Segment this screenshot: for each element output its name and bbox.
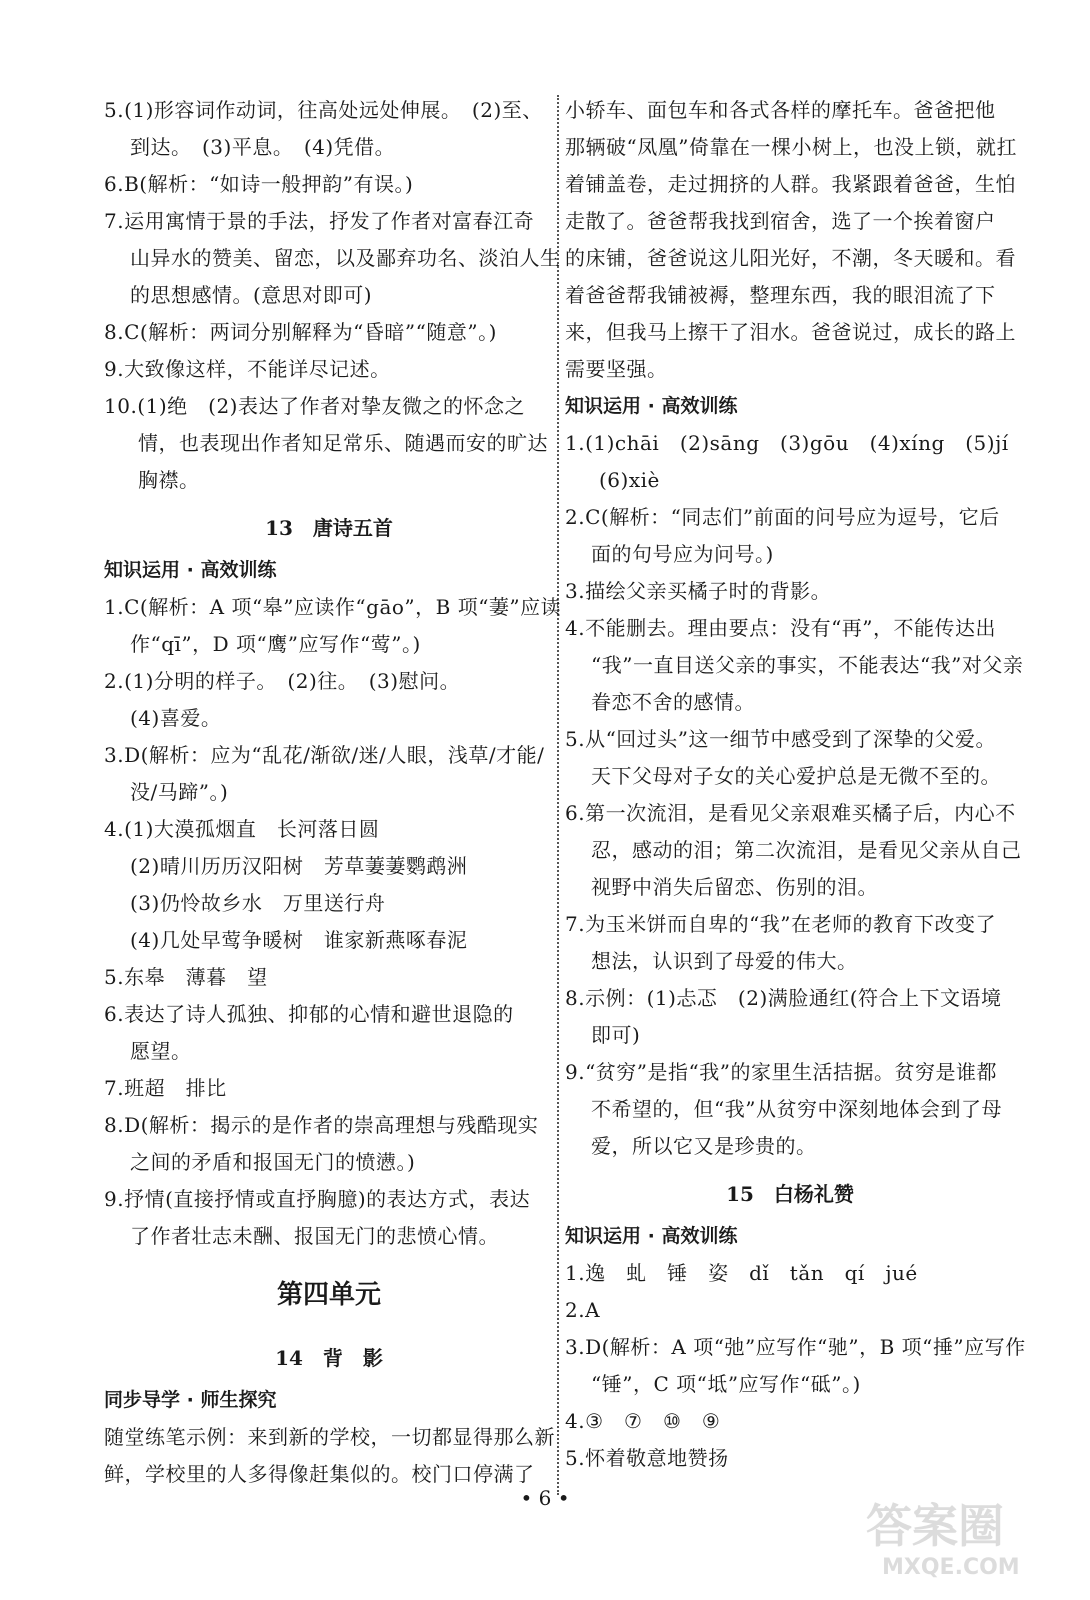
text-line: 不希望的，但“我”从贫穷中深刻地体会到了母	[591, 1097, 1002, 1121]
answer-item	[565, 1292, 1015, 1329]
answer-item	[565, 795, 1022, 906]
text-line: 9.大致像这样，不能详尽记述。	[104, 357, 391, 381]
section-subheading: 知识运用 · 高效训练	[565, 1225, 738, 1247]
section-title: 15 白杨礼赞	[726, 1182, 854, 1206]
text-line: 了作者壮志未酬、报国无门的悲愤心情。	[130, 1224, 499, 1248]
text-line: 作“qī”，D 项“鹰”应写作“莺”。)	[130, 632, 421, 656]
text-line: 8.D(解析：揭示的是作者的崇高理想与残酷现实	[104, 1113, 539, 1137]
text-line: 之间的矛盾和报国无门的愤懑。)	[130, 1150, 416, 1174]
text-line: 8.示例：(1)忐忑 (2)满脸通红(符合上下文语境	[565, 986, 1002, 1010]
text-line: (6)xiè	[599, 468, 660, 492]
section-title: 14 背 影	[275, 1346, 383, 1370]
text-line: 1.逸 虬 锤 姿 dǐ tǎn qí jué	[565, 1261, 918, 1285]
text-line: 需要坚强。	[565, 357, 668, 381]
unit-title: 第四单元	[276, 1280, 381, 1310]
text-line: “我”一直目送父亲的事实，不能表达“我”对父亲	[591, 653, 1024, 677]
answer-item	[104, 996, 554, 1070]
text-line: 3.D(解析：A 项“弛”应写作“驰”，B 项“捶”应写作	[565, 1335, 1026, 1359]
text-line: 2.A	[565, 1298, 601, 1322]
text-line: 着铺盖卷，走过拥挤的人群。我紧跟着爸爸，生怕	[565, 172, 1016, 196]
text-line: 来，但我马上擦干了泪水。爸爸说过，成长的路上	[565, 320, 1016, 344]
text-line: 3.D(解析：应为“乱花/渐欲/迷/人眼，浅草/才能/	[104, 743, 545, 767]
text-line: 没/马蹄”。)	[130, 780, 229, 804]
watermark-logo	[862, 1490, 1052, 1580]
text-line: (2)晴川历历汉阳树 芳草萋萋鹦鹉洲	[130, 854, 468, 878]
page-number: • 6 •	[520, 1486, 570, 1510]
right-column	[565, 92, 1026, 1477]
answer-item	[565, 573, 1015, 610]
text-line: 即可)	[591, 1023, 641, 1047]
paragraph	[104, 1419, 554, 1493]
answer-item	[104, 314, 554, 351]
left-column	[104, 92, 562, 1493]
svg-text:MXQE.COM: MXQE.COM	[882, 1555, 1020, 1580]
text-line: 7.班超 排比	[104, 1076, 227, 1100]
answer-item	[565, 1403, 1015, 1440]
text-line: 随堂练笔示例：来到新的学校，一切都显得那么新	[104, 1425, 555, 1449]
text-line: 爱，所以它又是珍贵的。	[591, 1134, 817, 1158]
text-line: 7.为玉米饼而自卑的“我”在老师的教育下改变了	[565, 912, 997, 936]
answer-item	[565, 1054, 1015, 1165]
text-line: 8.C(解析：两词分别解释为“昏暗”“随意”。)	[104, 320, 497, 344]
answer-item	[565, 1440, 1015, 1477]
answer-item	[104, 1107, 554, 1181]
text-line: 到达。 (3)平息。 (4)凭借。	[130, 135, 396, 159]
text-line: 视野中消失后留恋、伤别的泪。	[591, 875, 878, 899]
text-line: 的思想感情。(意思对即可)	[130, 283, 373, 307]
answer-item	[104, 388, 554, 499]
answer-item	[565, 610, 1024, 721]
text-line: 1.C(解析：A 项“皋”应读作“gāo”，B 项“萋”应读	[104, 595, 562, 619]
text-line: 走散了。爸爸帮我找到宿舍，选了一个挨着窗户	[565, 209, 996, 233]
text-line: 4.③ ⑦ ⑩ ⑨	[565, 1409, 721, 1433]
text-line: (4)喜爱。	[130, 706, 222, 730]
text-line: 山异水的赞美、留恋，以及鄙弃功名、淡泊人生	[130, 246, 561, 270]
text-line: 天下父母对子女的关心爱护总是无微不至的。	[591, 764, 1001, 788]
section-title: 13 唐诗五首	[265, 516, 393, 540]
text-line: 7.运用寓情于景的手法，抒发了作者对富春江奇	[104, 209, 535, 233]
text-line: 3.描绘父亲买橘子时的背影。	[565, 579, 832, 603]
text-line: 2.(1)分明的样子。 (2)往。 (3)慰问。	[104, 669, 461, 693]
text-line: “锤”，C 项“坻”应写作“砥”。)	[591, 1372, 861, 1396]
text-line: 想法，认识到了母爱的伟大。	[591, 949, 858, 973]
answer-item	[565, 425, 1015, 499]
text-line: 面的句号应为问号。)	[591, 542, 774, 566]
section-subheading: 同步导学 · 师生探究	[104, 1389, 277, 1411]
text-line: 着爸爸帮我铺被褥，整理东西，我的眼泪流了下	[565, 283, 996, 307]
answer-item	[104, 351, 554, 388]
text-line: (3)仍怜故乡水 万里送行舟	[130, 891, 386, 915]
text-line: 2.C(解析：“同志们”前面的问号应为逗号，它后	[565, 505, 1000, 529]
answer-item	[565, 499, 1015, 573]
text-line: 5.(1)形容词作动词，往高处远处伸展。 (2)至、	[104, 98, 543, 122]
text-line: 的床铺，爸爸说这儿阳光好，不潮，冬天暖和。看	[565, 246, 1016, 270]
answer-item	[104, 663, 554, 737]
text-line: 6.B(解析：“如诗一般押韵”有误。)	[104, 172, 414, 196]
answer-item	[565, 906, 1015, 980]
text-line: 1.(1)chāi (2)sāng (3)gōu (4)xíng (5)jí	[565, 431, 1009, 455]
text-line: 5.东皋 薄暮 望	[104, 965, 268, 989]
section-subheading: 知识运用 · 高效训练	[104, 559, 277, 581]
text-line: (4)几处早莺争暖树 谁家新燕啄春泥	[130, 928, 468, 952]
text-line: 鲜，学校里的人多得像赶集似的。校门口停满了	[104, 1462, 535, 1486]
answer-item	[565, 721, 1015, 795]
answer-item	[104, 959, 554, 996]
text-line: 忍，感动的泪；第二次流泪，是看见父亲从自己	[591, 838, 1022, 862]
text-line: 胸襟。	[138, 468, 200, 492]
answer-item	[565, 1329, 1026, 1403]
section-subheading: 知识运用 · 高效训练	[565, 395, 738, 417]
text-line: 愿望。	[130, 1039, 192, 1063]
text-line: 那辆破“凤凰”倚靠在一棵小树上，也没上锁，就扛	[565, 135, 1017, 159]
answer-item	[104, 203, 561, 314]
text-line: 5.怀着敬意地赞扬	[565, 1446, 729, 1470]
answer-item	[565, 980, 1015, 1054]
column-divider	[557, 95, 559, 1495]
answer-item	[104, 1070, 554, 1107]
text-line: 眷恋不舍的感情。	[591, 690, 755, 714]
paragraph	[565, 92, 1015, 388]
svg-text:答案圈: 答案圈	[866, 1499, 1004, 1553]
text-line: 6.第一次流泪，是看见父亲艰难买橘子后，内心不	[565, 801, 1016, 825]
text-line: 10.(1)绝 (2)表达了作者对挚友微之的怀念之	[104, 394, 525, 418]
text-line: 9.抒情(直接抒情或直抒胸臆)的表达方式，表达	[104, 1187, 531, 1211]
text-line: 4.不能删去。理由要点：没有“再”，不能传达出	[565, 616, 997, 640]
text-line: 情，也表现出作者知足常乐、随遇而安的旷达	[138, 431, 548, 455]
text-line: 6.表达了诗人孤独、抑郁的心情和避世退隐的	[104, 1002, 514, 1026]
answer-item	[104, 92, 554, 166]
answer-item	[104, 1181, 554, 1255]
answer-item	[104, 589, 562, 663]
text-line: 5.从“回过头”这一细节中感受到了深挚的父爱。	[565, 727, 997, 751]
answer-item	[565, 1255, 1015, 1292]
text-line: 小轿车、面包车和各式各样的摩托车。爸爸把他	[565, 98, 996, 122]
answer-item	[104, 811, 554, 959]
text-line: 4.(1)大漠孤烟直 长河落日圆	[104, 817, 380, 841]
text-line: 9.“贫穷”是指“我”的家里生活拮据。贫穷是谁都	[565, 1060, 997, 1084]
answer-item	[104, 166, 554, 203]
answer-item	[104, 737, 554, 811]
